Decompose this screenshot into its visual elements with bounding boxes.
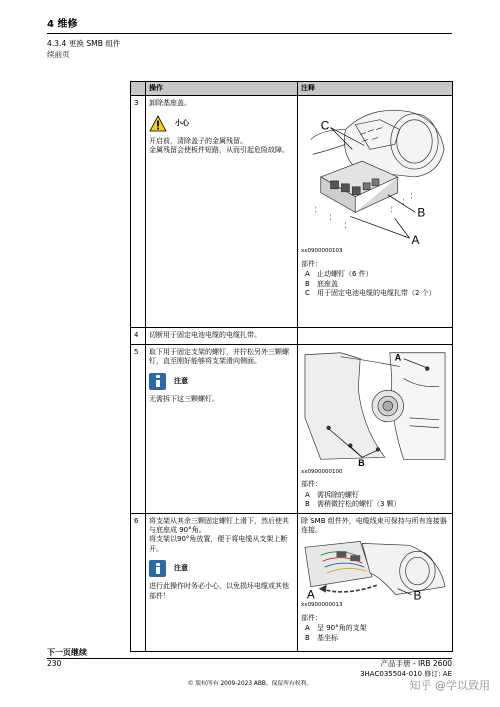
part-key: B	[305, 500, 310, 509]
header-note: 注释	[298, 82, 453, 96]
step-action-cell	[146, 328, 298, 344]
document-id: 3HAC035504-010 修订: AE	[360, 670, 452, 678]
procedure-table	[130, 81, 453, 652]
step-row	[131, 328, 453, 344]
part-text: 基坐标	[317, 633, 338, 642]
part-key: A	[305, 624, 310, 633]
base-cover-figure	[301, 99, 449, 247]
callout-b: B	[358, 458, 365, 468]
list-item	[301, 500, 449, 509]
continued-label: 续前页	[47, 50, 70, 59]
page-number: 230	[47, 659, 62, 668]
cable-figure	[301, 537, 449, 601]
step-action-text: 将支架从其余三颗固定螺钉上滑下，然后使其与底座成 90°角。	[149, 516, 289, 535]
figure-id: xx0900000013	[301, 602, 343, 609]
step-action-text-2: 将支架以90°角放置，便于将电缆从支架上断开。	[149, 535, 288, 553]
part-text: 止动螺钉（6 件）	[317, 270, 373, 279]
note-label: 注意	[174, 564, 188, 573]
list-item	[301, 634, 449, 643]
step-action-cell	[146, 344, 298, 513]
caution-label: 小心	[175, 118, 189, 127]
note-text: 无需拆下这三颗螺钉。	[149, 394, 219, 403]
part-key: A	[305, 270, 310, 279]
part-text: 需拆除的螺钉	[317, 490, 359, 499]
caution-block	[149, 115, 294, 132]
header-divider	[47, 33, 452, 34]
step-number: 4	[131, 328, 146, 344]
step-number: 5	[131, 344, 146, 513]
parts-list	[301, 624, 449, 643]
step-action-cell	[146, 96, 298, 328]
part-key: B	[305, 633, 310, 642]
callout-a: A	[411, 233, 420, 248]
bracket-figure	[301, 348, 449, 468]
section-title: 4.3.4 更换 SMB 组件	[47, 39, 121, 48]
part-text: 呈 90°角的支架	[317, 624, 367, 633]
parts-label: 部件：	[301, 480, 322, 489]
watermark: 知乎 @学以致用	[409, 679, 490, 692]
info-icon	[149, 560, 166, 577]
parts-list	[301, 491, 449, 510]
manual-title: 产品手册 - IRB 2600	[380, 659, 452, 668]
list-item	[301, 270, 449, 279]
chapter-title: 4 维修	[47, 19, 78, 30]
step-row	[131, 344, 453, 513]
part-text: 用于固定电池电缆的电缆扎带（2 个）	[317, 289, 436, 298]
caution-text-2: 金属残留会使板件短路，从而引起危险故障。	[149, 146, 289, 155]
caution-icon	[149, 115, 167, 132]
list-item	[301, 624, 449, 633]
step-note-text: 除 SMB 组件外，电缆线束可保持与所有连接器连接。	[301, 516, 447, 535]
part-text: 底座盖	[317, 279, 338, 288]
callout-c: C	[320, 119, 330, 134]
info-icon	[149, 373, 166, 390]
part-key: C	[305, 289, 310, 298]
step-row	[131, 96, 453, 328]
step-action-text: 切断用于固定电池电缆的电缆扎带。	[149, 331, 261, 340]
callout-b: B	[417, 205, 426, 220]
header-action: 操作	[146, 82, 298, 96]
part-text: 需稍微拧松的螺钉（3 颗）	[317, 500, 401, 509]
list-item	[301, 289, 449, 298]
copyright: © 版权所有 2009-2023 ABB。保留所有权利。	[187, 681, 313, 687]
step-note-cell	[298, 328, 453, 344]
step-action-cell	[146, 513, 298, 651]
part-key: B	[305, 279, 310, 288]
table-header-row	[131, 82, 453, 96]
callout-b: B	[413, 589, 422, 602]
step-row	[131, 513, 453, 651]
step-note-cell	[298, 513, 453, 651]
next-page-label: 下一页继续	[47, 648, 87, 657]
step-note-cell	[298, 344, 453, 513]
header-num-cell	[131, 82, 146, 96]
step-note-cell	[298, 96, 453, 328]
caution-text-1: 开启前，清除盖子的金属残留。	[149, 136, 247, 145]
figure-id: xx0900000103	[301, 248, 343, 255]
note-label: 注意	[174, 376, 188, 385]
note-block	[149, 373, 294, 390]
note-text: 进行此操作时务必小心，以免损坏电缆或其他部件！	[149, 582, 289, 600]
parts-label: 部件：	[301, 259, 322, 268]
step-number: 6	[131, 513, 146, 651]
list-item	[301, 280, 449, 289]
parts-list	[301, 270, 449, 298]
parts-label: 部件：	[301, 613, 322, 622]
figure-id: xx0900000100	[301, 468, 343, 475]
list-item	[301, 491, 449, 500]
callout-a: A	[306, 588, 315, 602]
callout-a: A	[394, 352, 402, 363]
step-action-text: 卸除基座盖。	[149, 99, 191, 108]
step-action-text: 取下用于固定支架的螺钉，并拧松另外三颗螺钉，直至刚好能够将支架滑向侧面。	[149, 347, 289, 366]
step-number: 3	[131, 96, 146, 328]
part-key: A	[305, 490, 310, 499]
note-block	[149, 560, 294, 577]
